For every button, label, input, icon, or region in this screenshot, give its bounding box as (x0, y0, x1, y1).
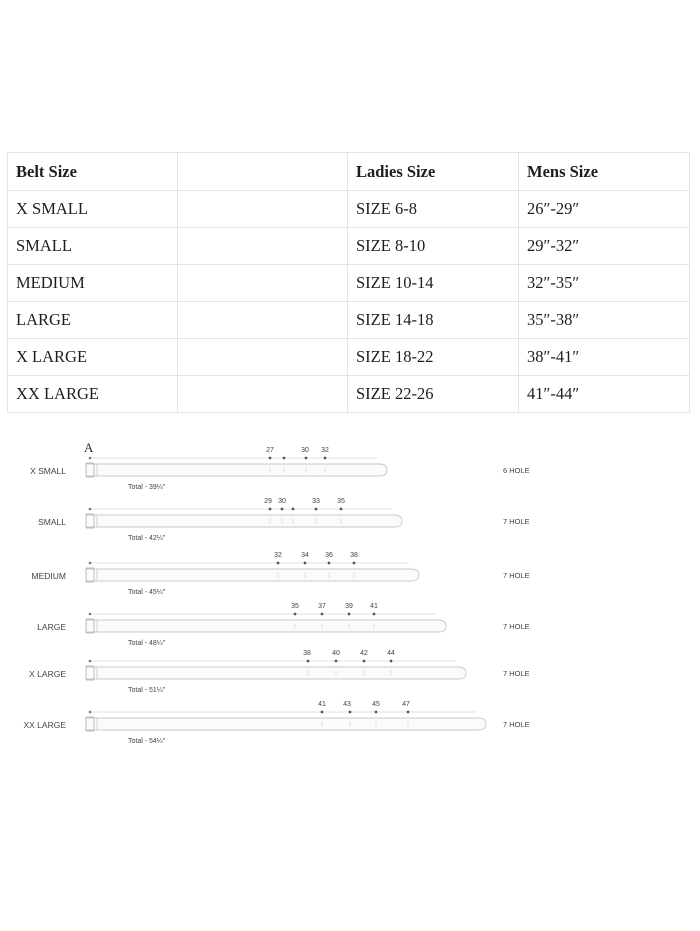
hole-count-label: 7 HOLE (503, 720, 530, 729)
hole-count-label: 7 HOLE (503, 571, 530, 580)
belt-row (38, 498, 530, 542)
hole-number-label: 32 (274, 552, 282, 559)
belt-size-cell: SMALL (8, 228, 178, 265)
table-row (8, 228, 690, 265)
ladies-size-cell: SIZE 8-10 (348, 228, 519, 265)
start-dot (89, 562, 92, 565)
hole-dot (321, 711, 324, 714)
belt-strap (86, 569, 419, 581)
total-length-label: Total - 39¼″ (128, 484, 166, 491)
hole-dot (269, 457, 272, 460)
total-length-label: Total - 51¼″ (128, 687, 166, 694)
hole-dot (349, 711, 352, 714)
empty-cell (178, 191, 348, 228)
hole-number-label: 30 (301, 447, 309, 454)
belt-size-label: SMALL (38, 517, 66, 527)
mens-size-cell: 38″-41″ (519, 339, 690, 376)
empty-cell (178, 228, 348, 265)
mens-size-cell: 32″-35″ (519, 265, 690, 302)
header-ladies-size: Ladies Size (348, 153, 519, 191)
hole-number-label: 32 (321, 447, 329, 454)
hole-dot (269, 508, 272, 511)
hole-number-label: 37 (318, 603, 326, 610)
hole-dot (353, 562, 356, 565)
hole-number-label: 33 (312, 498, 320, 505)
hole-dot (340, 508, 343, 511)
hole-dot (375, 711, 378, 714)
hole-dot (292, 508, 295, 511)
mens-size-cell: 26″-29″ (519, 191, 690, 228)
header-mens-size: Mens Size (519, 153, 690, 191)
mens-size-cell: 35″-38″ (519, 302, 690, 339)
hole-number-label: 45 (372, 701, 380, 708)
total-length-label: Total - 48¼″ (128, 640, 166, 647)
ladies-size-cell: SIZE 10-14 (348, 265, 519, 302)
total-length-label: Total - 45¼″ (128, 589, 166, 596)
table-row (8, 376, 690, 413)
hole-dot (335, 660, 338, 663)
start-dot (89, 457, 92, 460)
hole-number-label: 30 (278, 498, 286, 505)
ladies-size-cell: SIZE 22-26 (348, 376, 519, 413)
hole-dot (283, 457, 286, 460)
belt-size-cell: X LARGE (8, 339, 178, 376)
mens-size-cell: 29″-32″ (519, 228, 690, 265)
hole-number-label: 27 (266, 447, 274, 454)
table-row (8, 302, 690, 339)
hole-dot (277, 562, 280, 565)
belt-size-cell: X SMALL (8, 191, 178, 228)
belt-strap (86, 515, 402, 527)
hole-number-label: 43 (343, 701, 351, 708)
start-dot (89, 508, 92, 511)
hole-number-label: 39 (345, 603, 353, 610)
hole-dot (328, 562, 331, 565)
hole-dot (324, 457, 327, 460)
hole-number-label: 41 (318, 701, 326, 708)
hole-number-label: 36 (325, 552, 333, 559)
belt-size-diagram (0, 425, 560, 755)
belt-row (30, 447, 530, 491)
mens-size-cell: 41″-44″ (519, 376, 690, 413)
hole-number-label: 41 (370, 603, 378, 610)
total-length-label: Total - 42¼″ (128, 535, 166, 542)
hole-dot (304, 562, 307, 565)
belt-row (23, 701, 529, 745)
belt-row (29, 650, 530, 694)
hole-number-label: 40 (332, 650, 340, 657)
hole-dot (305, 457, 308, 460)
ladies-size-cell: SIZE 18-22 (348, 339, 519, 376)
belt-strap (86, 718, 486, 730)
total-length-label: Total - 54¼″ (128, 738, 166, 745)
hole-number-label: 35 (337, 498, 345, 505)
hole-count-label: 7 HOLE (503, 517, 530, 526)
start-dot (89, 711, 92, 714)
hole-dot (390, 660, 393, 663)
hole-number-label: 47 (402, 701, 410, 708)
empty-cell (178, 339, 348, 376)
belt-strap (86, 667, 466, 679)
hole-dot (407, 711, 410, 714)
hole-number-label: 29 (264, 498, 272, 505)
hole-dot (315, 508, 318, 511)
empty-cell (178, 302, 348, 339)
table-row (8, 265, 690, 302)
table-row (8, 191, 690, 228)
hole-dot (307, 660, 310, 663)
size-chart-table (7, 152, 690, 413)
header-belt-size: Belt Size (8, 153, 178, 191)
table-row (8, 339, 690, 376)
hole-number-label: 42 (360, 650, 368, 657)
hole-number-label: 38 (303, 650, 311, 657)
hole-dot (363, 660, 366, 663)
belt-row (32, 552, 530, 596)
hole-count-label: 7 HOLE (503, 669, 530, 678)
belt-row (37, 603, 530, 647)
belt-size-cell: LARGE (8, 302, 178, 339)
table-header-row (8, 153, 690, 191)
hole-count-label: 7 HOLE (503, 622, 530, 631)
hole-dot (321, 613, 324, 616)
belt-size-label: MEDIUM (31, 571, 66, 581)
belt-strap (86, 620, 446, 632)
hole-dot (373, 613, 376, 616)
hole-number-label: 34 (301, 552, 309, 559)
marker-a-label: A (84, 440, 94, 455)
hole-number-label: 38 (350, 552, 358, 559)
belt-size-label: X SMALL (30, 466, 66, 476)
belt-size-cell: XX LARGE (8, 376, 178, 413)
start-dot (89, 660, 92, 663)
hole-number-label: 44 (387, 650, 395, 657)
empty-cell (178, 265, 348, 302)
ladies-size-cell: SIZE 14-18 (348, 302, 519, 339)
header-empty (178, 153, 348, 191)
hole-dot (281, 508, 284, 511)
ladies-size-cell: SIZE 6-8 (348, 191, 519, 228)
belt-size-label: LARGE (37, 622, 66, 632)
hole-count-label: 6 HOLE (503, 466, 530, 475)
belt-strap (86, 464, 387, 476)
hole-number-label: 35 (291, 603, 299, 610)
empty-cell (178, 376, 348, 413)
start-dot (89, 613, 92, 616)
hole-dot (294, 613, 297, 616)
hole-dot (348, 613, 351, 616)
belt-size-label: XX LARGE (23, 720, 66, 730)
belt-size-label: X LARGE (29, 669, 66, 679)
belt-size-cell: MEDIUM (8, 265, 178, 302)
